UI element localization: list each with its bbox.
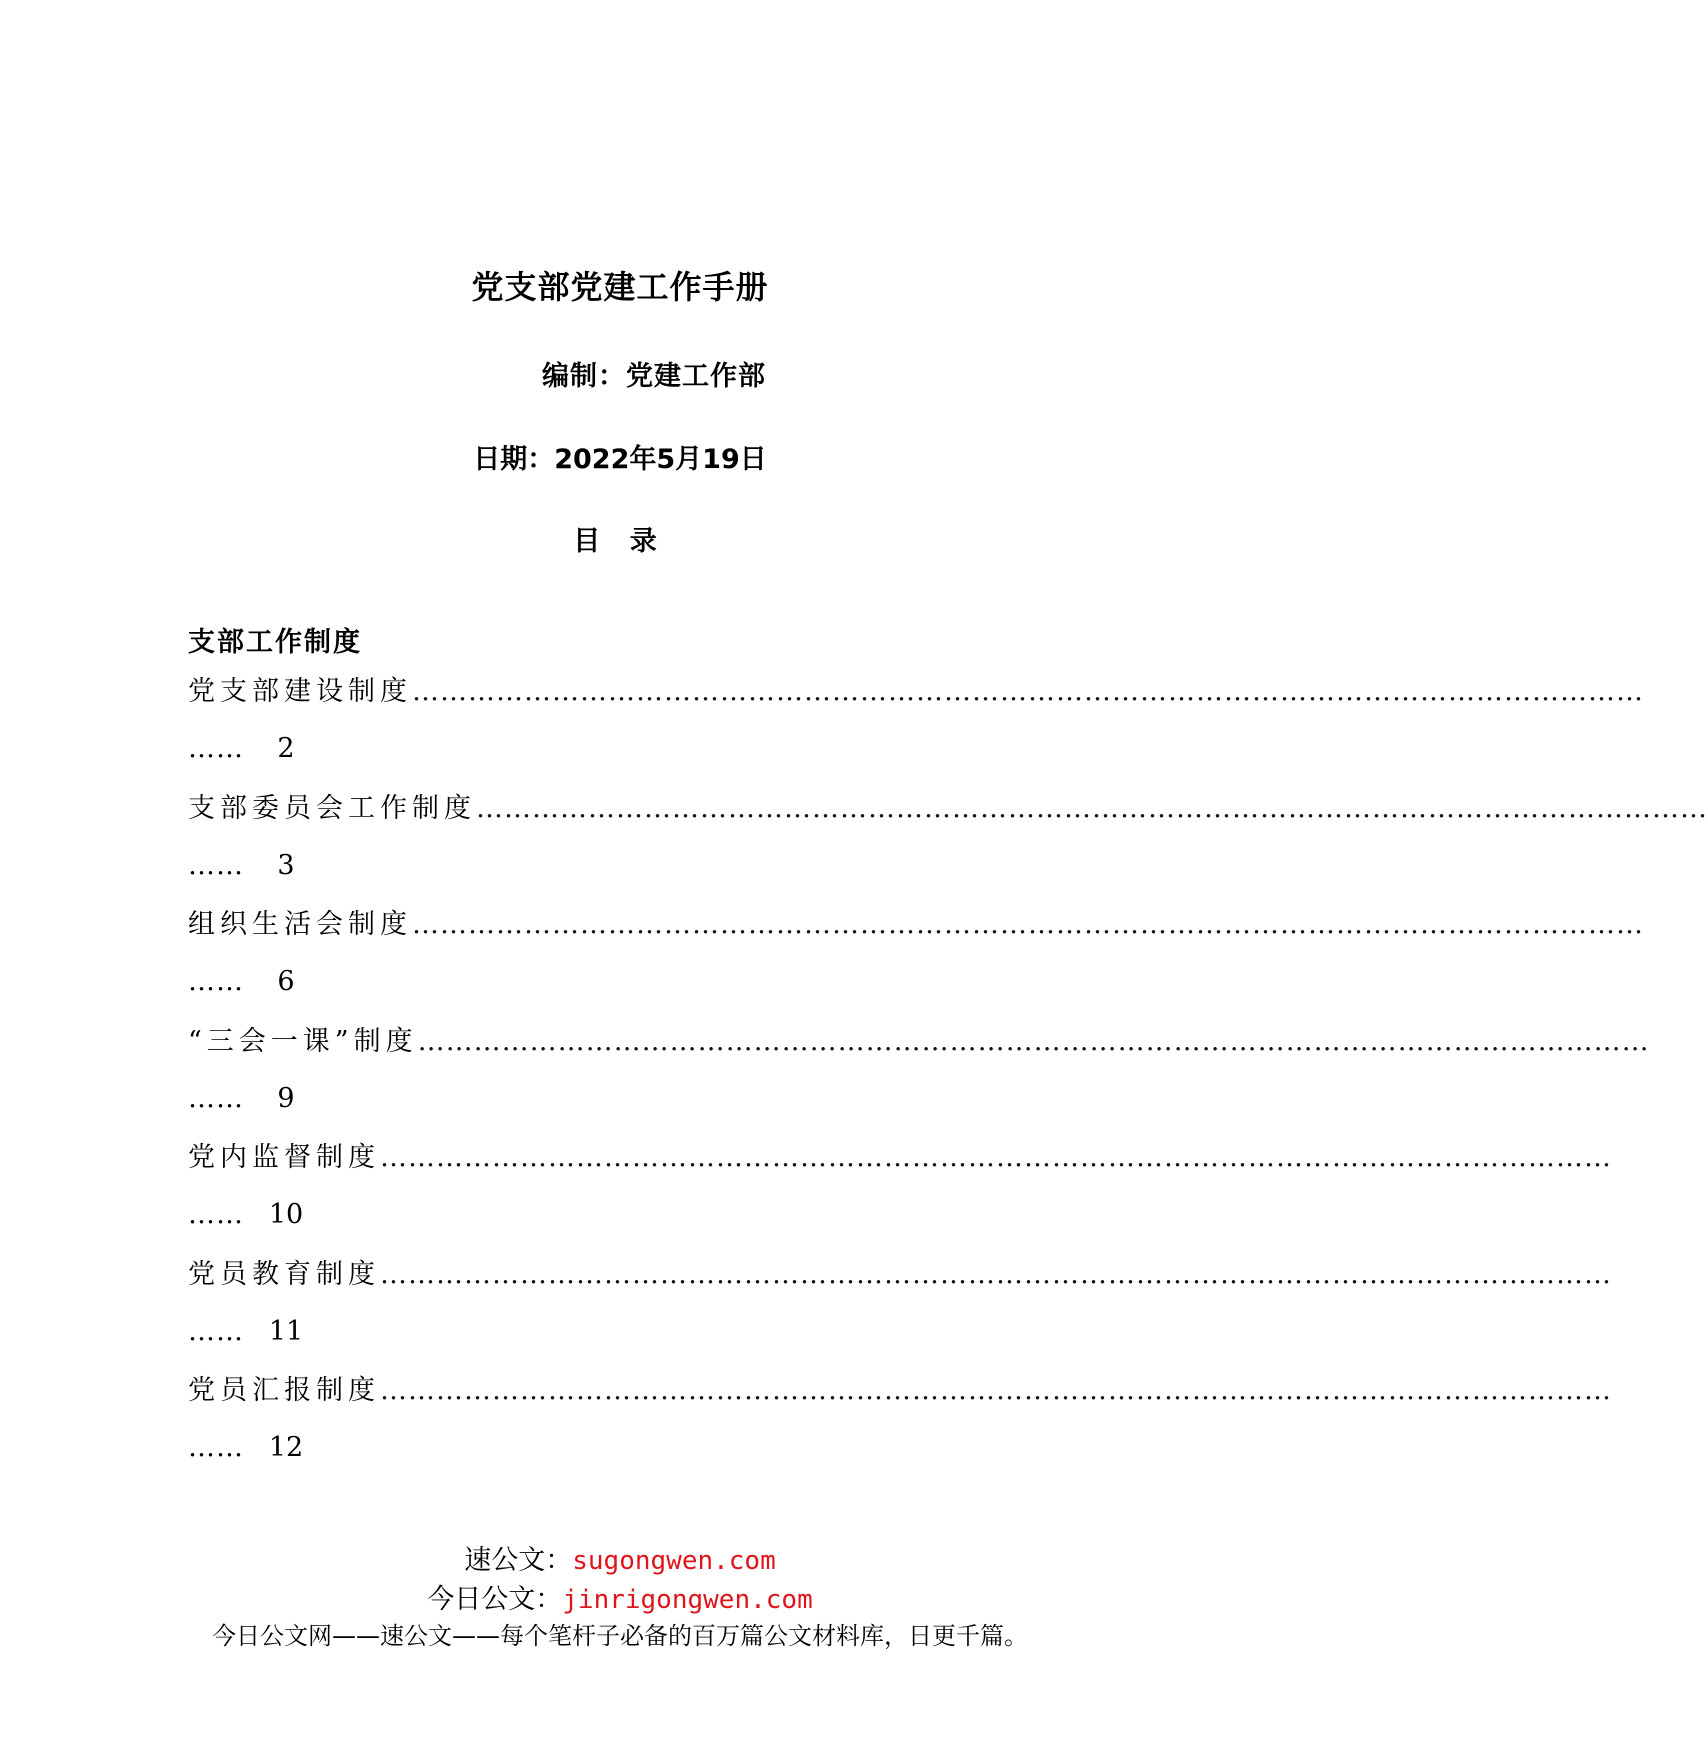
toc-page-line [188, 1195, 306, 1235]
date-line: 日期：2022年5月19日 [473, 444, 767, 475]
toc-entry-line [188, 1138, 1612, 1178]
toc-item-label: 党内监督制度 [188, 1142, 380, 1173]
toc-item[interactable] [188, 666, 1644, 783]
toc-leader-dots: …………………………………………………………………………………………………………………… [380, 1142, 1612, 1173]
toc-leader-dots: …………………………………………………………………………………………………………………… [412, 909, 1644, 940]
document-title: 党支部党建工作手册 [471, 268, 769, 306]
toc-list [188, 666, 1708, 1482]
toc-leader-tail: …… [188, 1432, 244, 1463]
toc-entry-line [188, 672, 1644, 712]
toc-item-label: 支部委员会工作制度 [188, 792, 476, 824]
toc-heading: 目 录 [573, 526, 667, 557]
toc-entry-line [188, 789, 1708, 829]
footer-sugongwen-line [0, 1538, 1240, 1577]
toc-page-number: 12 [268, 1432, 304, 1463]
toc-page-number: 11 [268, 1315, 304, 1347]
footer-jinrigongwen-link[interactable]: jinrigongwen.com [562, 1585, 813, 1615]
toc-leader-dots: …………………………………………………………………………………………………………………… [476, 792, 1708, 824]
toc-leader-dots: …………………………………………………………………………………………………………………… [417, 1025, 1650, 1057]
toc-leader-tail: …… [188, 1199, 244, 1230]
toc-leader-tail: …… [188, 849, 244, 881]
toc-entry-line [188, 1022, 1650, 1062]
toc-page-line [188, 962, 306, 1002]
toc-item[interactable] [188, 1132, 1612, 1249]
toc-page-line [188, 1428, 306, 1468]
toc-entry-line [188, 1371, 1612, 1411]
footer-sugongwen-label: 速公文： [464, 1545, 573, 1576]
toc-page-number: 2 [277, 733, 295, 764]
toc-page-number: 6 [277, 966, 295, 997]
toc-entry-line [188, 905, 1644, 945]
toc-page-line [188, 729, 306, 769]
toc-item[interactable] [188, 1365, 1612, 1482]
compiler-line: 编制：党建工作部 [542, 361, 766, 392]
toc-page-line [188, 846, 306, 886]
toc-item-label: “三会一课”制度 [188, 1025, 418, 1057]
toc-leader-dots: …………………………………………………………………………………………………………………… [380, 1375, 1612, 1406]
footer-jinrigongwen-line [0, 1577, 1240, 1616]
footer-tagline: 今日公文网——速公文——每个笔杆子必备的百万篇公文材料库，日更千篇。 [212, 1622, 1028, 1650]
toc-item-label: 党员教育制度 [188, 1258, 380, 1290]
toc-leader-tail: …… [188, 733, 244, 764]
toc-item[interactable] [188, 899, 1644, 1016]
toc-page-number: 3 [277, 849, 295, 881]
toc-leader-dots: …………………………………………………………………………………………………………………… [412, 676, 1644, 707]
toc-leader-dots: …………………………………………………………………………………………………………………… [380, 1258, 1612, 1290]
toc-leader-tail: …… [188, 1082, 244, 1114]
toc-entry-line [188, 1255, 1612, 1295]
toc-item[interactable] [188, 783, 1708, 900]
toc-item[interactable] [188, 1016, 1650, 1133]
toc-page-line [188, 1312, 306, 1352]
toc-item-label: 党员汇报制度 [188, 1375, 380, 1406]
toc-item-label: 组织生活会制度 [188, 909, 412, 940]
footer-sugongwen-link[interactable]: sugongwen.com [572, 1546, 776, 1576]
toc-leader-tail: …… [188, 966, 244, 997]
toc-page-number: 10 [268, 1199, 304, 1230]
section-title: 支部工作制度 [188, 627, 362, 658]
toc-item[interactable] [188, 1249, 1612, 1366]
toc-page-line [188, 1079, 306, 1119]
toc-item-label: 党支部建设制度 [188, 676, 412, 707]
toc-page-number: 9 [277, 1082, 295, 1114]
toc-leader-tail: …… [188, 1315, 244, 1347]
footer-jinrigongwen-label: 今日公文： [427, 1584, 563, 1615]
